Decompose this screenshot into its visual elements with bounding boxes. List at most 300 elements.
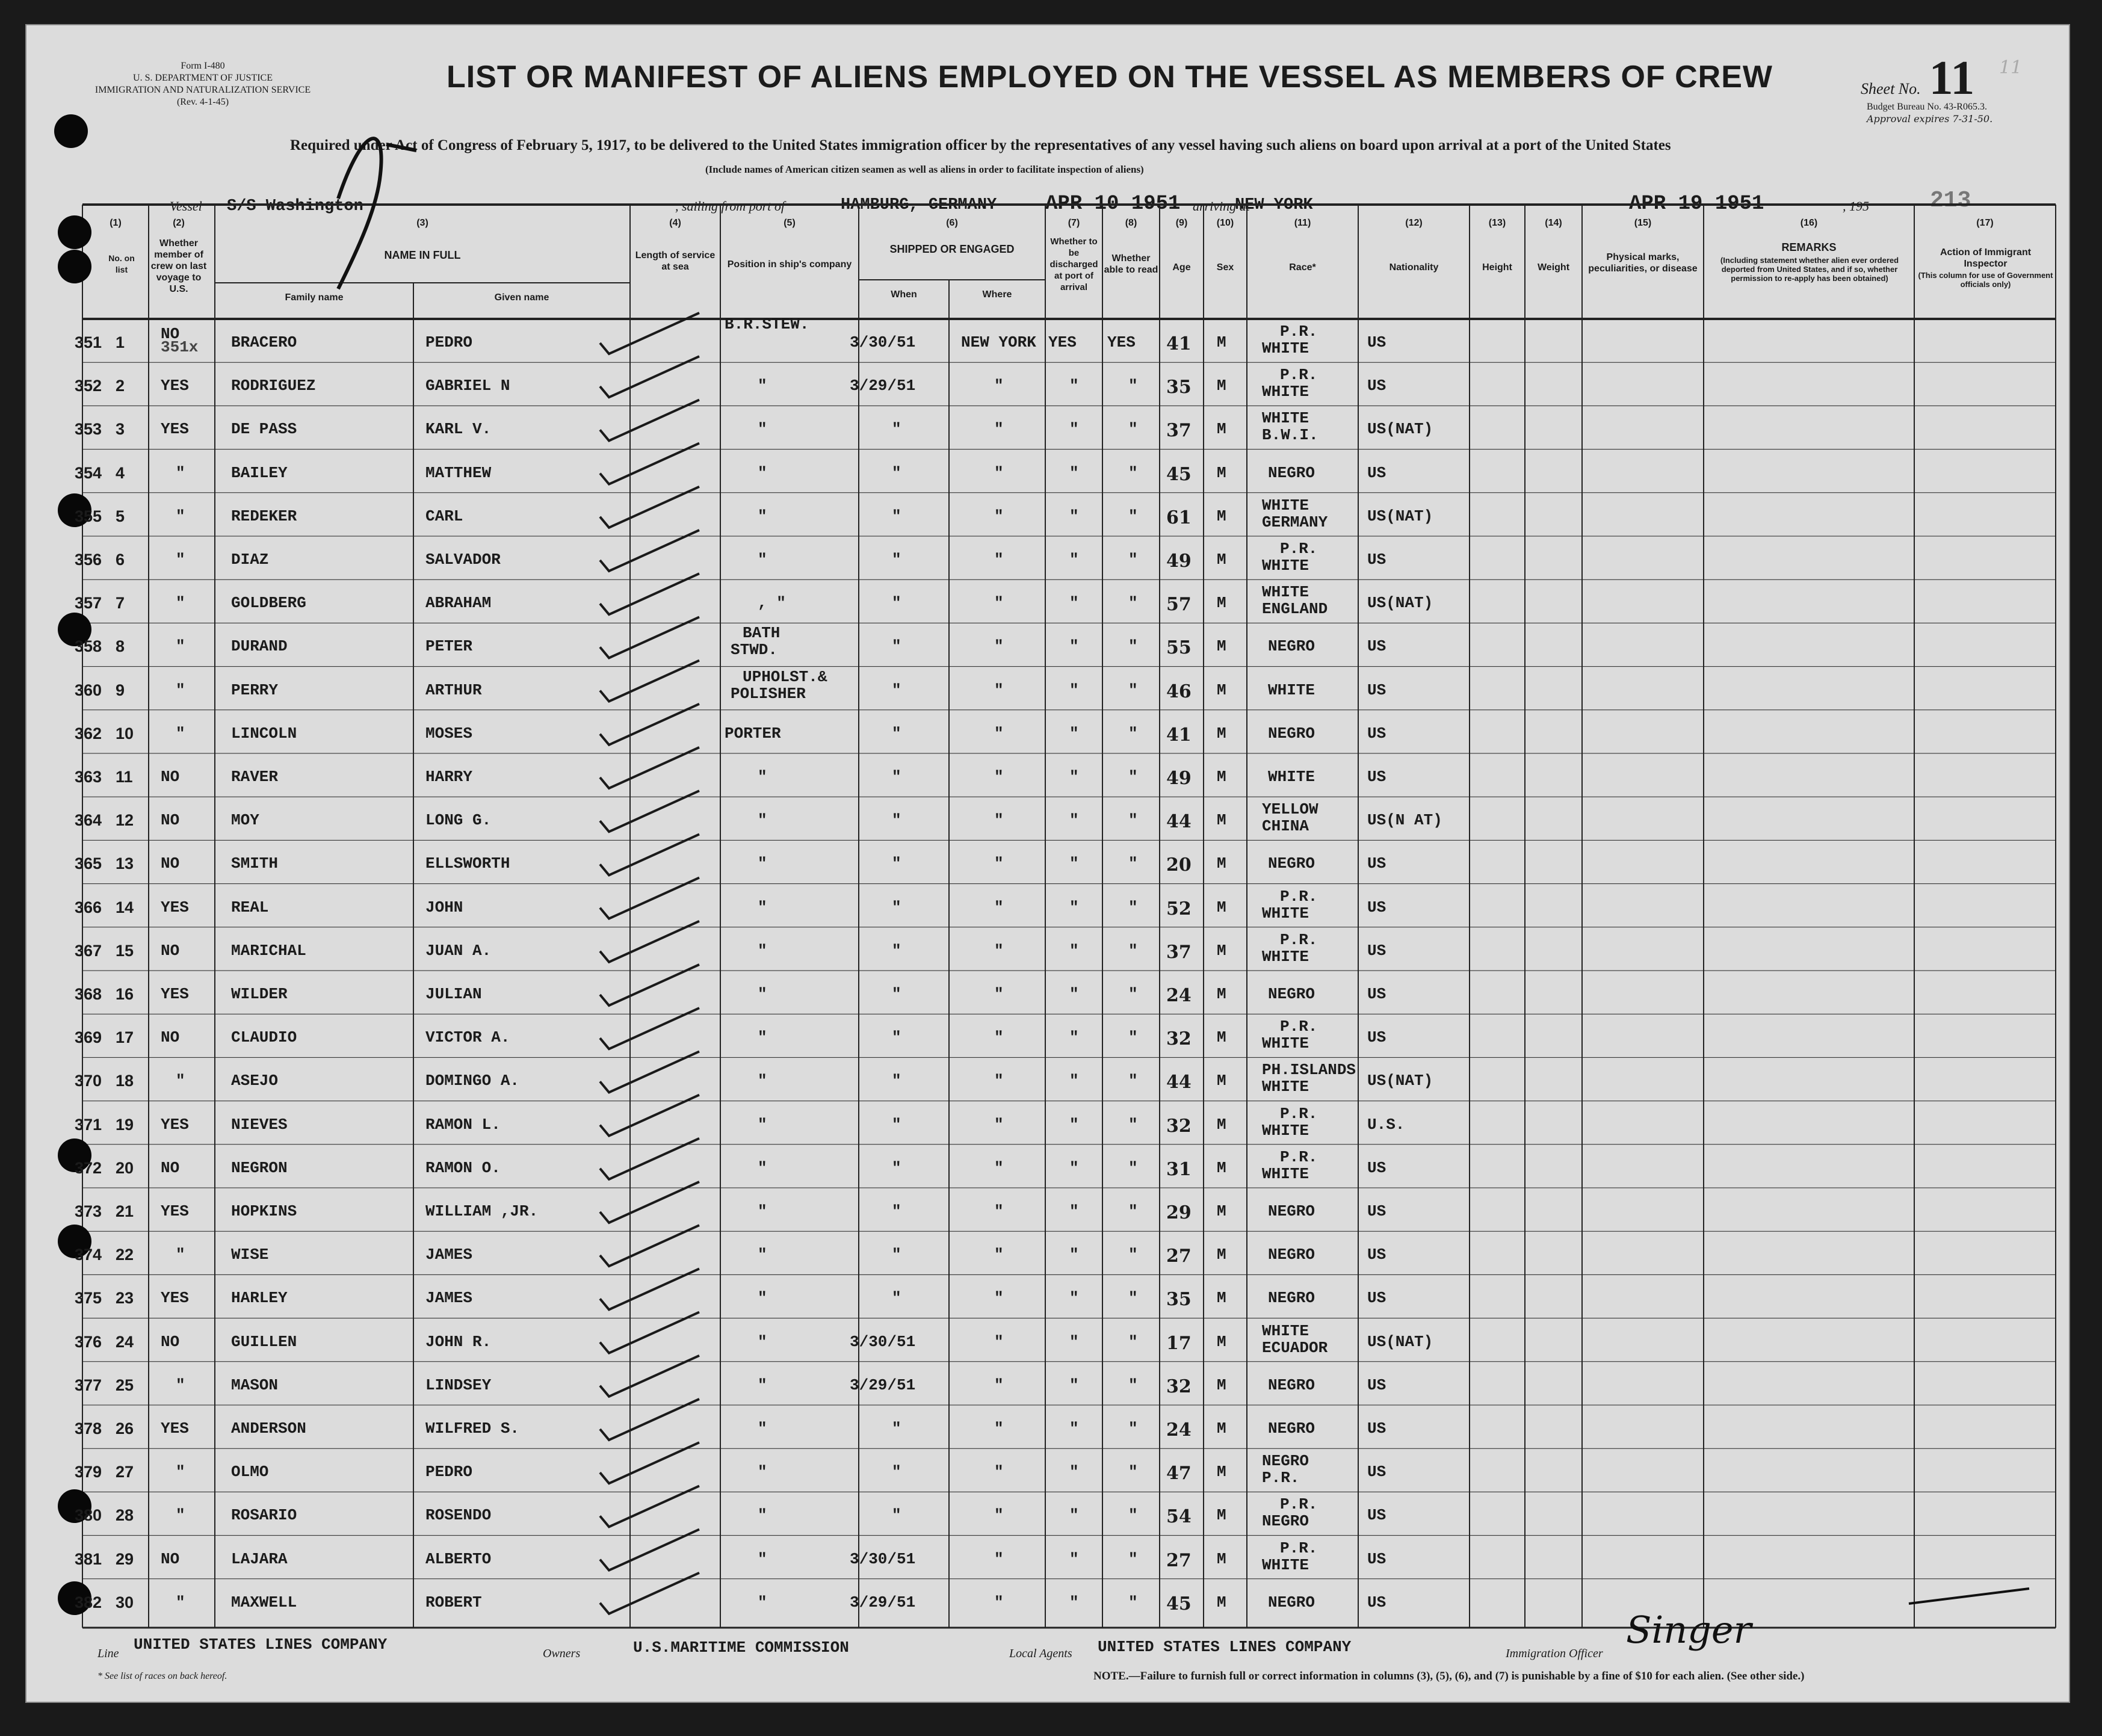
age: 45: [1166, 1593, 1192, 1614]
race-line-2: CHINA: [1262, 817, 1309, 836]
col-11-header: Race*: [1289, 262, 1316, 273]
row-stamp-number: 354: [75, 463, 102, 482]
table-row: [25, 841, 2070, 885]
position: ": [758, 463, 767, 482]
able-to-read: ": [1128, 1549, 1138, 1568]
age: 29: [1166, 1202, 1192, 1223]
to-be-discharged: ": [1069, 463, 1079, 482]
row-list-number: 8: [116, 637, 125, 656]
shipped-when: ": [892, 854, 901, 873]
race: WHITE: [1262, 496, 1309, 514]
position-line-2: POLISHER: [731, 684, 806, 703]
family-name: NEGRON: [231, 1158, 288, 1177]
budget-line-1: Budget Bureau No. 43-R065.3.: [1867, 102, 1987, 112]
sex: M: [1217, 1593, 1226, 1611]
row-list-number: 2: [116, 377, 125, 395]
table-row: [25, 1450, 2070, 1493]
able-to-read: ": [1128, 377, 1138, 395]
family-name: DE PASS: [231, 420, 297, 439]
nationality: US: [1367, 1419, 1386, 1438]
age: 54: [1166, 1506, 1192, 1528]
punch-hole: [58, 250, 91, 283]
age: 37: [1166, 941, 1192, 963]
sailing-date-stamp: APR 10 1951: [1045, 193, 1181, 215]
to-be-discharged: ": [1069, 1115, 1079, 1134]
nationality: US: [1367, 985, 1386, 1003]
given-name: LONG G.: [425, 811, 492, 830]
shipped-when: ": [892, 1463, 901, 1481]
row-list-number: 19: [116, 1115, 134, 1134]
sex: M: [1217, 898, 1226, 916]
shipped-where: ": [994, 941, 1004, 960]
crew-last-voyage: NO: [161, 1028, 180, 1047]
row-list-number: 16: [116, 985, 134, 1003]
required-statement: Required under Act of Congress of February 5, 1917, to be delivered to the United States immigration officer by the representatives of any vessel having such aliens on board upon arrival at a port of the United States: [290, 137, 1671, 153]
sex: M: [1217, 377, 1226, 395]
family-name: ASEJO: [231, 1072, 279, 1090]
to-be-discharged: ": [1069, 1072, 1079, 1090]
table-row: [25, 1015, 2070, 1058]
age: 49: [1166, 768, 1192, 789]
shipped-when: ": [892, 594, 901, 613]
line-label: Line: [97, 1647, 119, 1660]
race-line-2: GERMANY: [1262, 513, 1328, 531]
able-to-read: ": [1128, 985, 1138, 1003]
table-row: [25, 668, 2070, 711]
race: P.R.: [1280, 1104, 1318, 1123]
row-stamp-number: 369: [75, 1028, 102, 1047]
age: 44: [1166, 811, 1192, 833]
race-line-2: WHITE: [1262, 947, 1309, 966]
row-stamp-number: 367: [75, 941, 102, 960]
family-name: ANDERSON: [231, 1419, 306, 1438]
shipped-when: ": [892, 985, 901, 1003]
shipped-when: ": [892, 420, 901, 439]
col-6b-header: Where: [982, 289, 1012, 300]
family-name: GUILLEN: [231, 1332, 297, 1351]
table-row: [25, 1232, 2070, 1276]
year-label: , 195: [1843, 199, 1869, 214]
family-name: HARLEY: [231, 1289, 288, 1308]
shipped-where: ": [994, 507, 1004, 525]
crew-last-voyage: ": [176, 1593, 185, 1611]
row-list-number: 25: [116, 1376, 134, 1394]
nationality: US(NAT): [1367, 420, 1433, 439]
sex: M: [1217, 637, 1226, 656]
row-list-number: 27: [116, 1463, 134, 1481]
to-be-discharged: ": [1069, 1158, 1079, 1177]
shipped-when: ": [892, 507, 901, 525]
position: ": [758, 1115, 767, 1134]
row-stamp-number: 376: [75, 1332, 102, 1351]
sex: M: [1217, 1289, 1226, 1308]
able-to-read: ": [1128, 854, 1138, 873]
line-value: UNITED STATES LINES COMPANY: [134, 1636, 388, 1654]
nationality: US: [1367, 333, 1386, 351]
position: ": [758, 1593, 767, 1611]
shipped-when: ": [892, 1289, 901, 1308]
nationality: US: [1367, 1289, 1386, 1308]
row-list-number: 4: [116, 463, 125, 482]
to-be-discharged: ": [1069, 1549, 1079, 1568]
to-be-discharged: ": [1069, 507, 1079, 525]
race-line-2: WHITE: [1262, 383, 1309, 401]
to-be-discharged: ": [1069, 1419, 1079, 1438]
given-name: PEDRO: [425, 333, 473, 351]
col-4-num: (4): [669, 218, 681, 228]
able-to-read: YES: [1107, 333, 1136, 351]
officer-signature: Singer: [1626, 1608, 1752, 1652]
row-list-number: 11: [116, 768, 133, 786]
given-name: VICTOR A.: [425, 1028, 510, 1047]
given-name: MOSES: [425, 724, 473, 743]
shipped-when: ": [892, 1072, 901, 1090]
table-row: [25, 451, 2070, 494]
owners-value: U.S.MARITIME COMMISSION: [633, 1639, 849, 1657]
to-be-discharged: ": [1069, 1506, 1079, 1525]
race-line-2: WHITE: [1262, 339, 1309, 357]
able-to-read: ": [1128, 681, 1138, 699]
nationality: US: [1367, 1246, 1386, 1264]
position-line-2: STWD.: [731, 641, 778, 659]
nationality: US: [1367, 1506, 1386, 1525]
sex: M: [1217, 333, 1226, 351]
family-name: WILDER: [231, 985, 288, 1003]
crew-last-voyage: YES: [161, 1115, 189, 1134]
race: YELLOW: [1262, 800, 1318, 819]
row-list-number: 13: [116, 854, 134, 873]
given-name: JUAN A.: [425, 941, 492, 960]
sex: M: [1217, 1072, 1226, 1090]
table-row: [25, 1146, 2070, 1189]
page-stamp: 213: [1930, 188, 1971, 214]
race: P.R.: [1280, 887, 1318, 906]
crew-last-voyage: ": [176, 1463, 185, 1481]
shipped-when: 3/29/51: [850, 1376, 916, 1394]
shipped-when: ": [892, 1115, 901, 1134]
given-name: RAMON L.: [425, 1115, 501, 1134]
races-note: * See list of races on back hereof.: [97, 1671, 227, 1681]
sex: M: [1217, 1202, 1226, 1220]
shipped-where: NEW YORK: [961, 333, 1036, 351]
punch-hole: [54, 114, 88, 148]
race: P.R.: [1280, 540, 1318, 558]
shipped-when: 3/29/51: [850, 1593, 916, 1611]
table-row: [25, 711, 2070, 755]
row-list-number: 9: [116, 681, 125, 699]
given-name: HARRY: [425, 768, 473, 786]
family-name: MASON: [231, 1376, 279, 1394]
row-list-number: 3: [116, 420, 125, 439]
nationality: US: [1367, 377, 1386, 395]
col-3a-header: Family name: [285, 292, 344, 303]
shipped-where: ": [994, 1376, 1004, 1394]
to-be-discharged: ": [1069, 854, 1079, 873]
row-list-number: 28: [116, 1506, 134, 1525]
age: 44: [1166, 1072, 1192, 1093]
to-be-discharged: ": [1069, 1593, 1079, 1611]
given-name: CARL: [425, 507, 463, 525]
nationality: US: [1367, 854, 1386, 873]
shipped-when: 3/30/51: [850, 333, 916, 351]
race-line-2: WHITE: [1262, 1555, 1309, 1574]
col-1-header: No. on list: [108, 253, 135, 274]
able-to-read: ": [1128, 507, 1138, 525]
age: 46: [1166, 681, 1192, 702]
row-list-number: 26: [116, 1419, 134, 1438]
shipped-when: ": [892, 898, 901, 916]
crew-last-voyage: YES: [161, 985, 189, 1003]
race: P.R.: [1280, 930, 1318, 949]
race: WHITE: [1262, 1321, 1309, 1340]
family-name: CLAUDIO: [231, 1028, 297, 1047]
fine-note: NOTE.—Failure to furnish full or correct information in columns (3), (5), (6), and (7) is punishable by a fine of $10 for each alien. (See other side.): [1093, 1670, 1805, 1682]
row-stamp-number: 370: [75, 1072, 102, 1090]
race: NEGRO: [1268, 1593, 1315, 1611]
nationality: US: [1367, 1158, 1386, 1177]
position: ": [758, 1506, 767, 1525]
col-14-num: (14): [1545, 218, 1562, 228]
able-to-read: ": [1128, 1332, 1138, 1351]
age: 27: [1166, 1549, 1192, 1571]
family-name: LAJARA: [231, 1549, 288, 1568]
punch-hole: [58, 215, 91, 249]
position: ": [758, 1419, 767, 1438]
shipped-when: ": [892, 1028, 901, 1047]
shipped-where: ": [994, 811, 1004, 830]
arrival-date-stamp: APR 19 1951: [1629, 193, 1764, 215]
crew-last-voyage: YES: [161, 898, 189, 916]
col-17-subheader: (This column for use of Government officials only): [1918, 271, 2053, 289]
crew-last-voyage: ": [176, 1506, 185, 1525]
crew-last-voyage: NO: [161, 1549, 180, 1568]
crew-last-voyage: YES: [161, 1202, 189, 1220]
table-row: [25, 315, 2070, 363]
table-row: [25, 1276, 2070, 1319]
shipped-when: ": [892, 1506, 901, 1525]
age: 55: [1166, 637, 1192, 659]
family-name: MOY: [231, 811, 259, 830]
race: P.R.: [1280, 1018, 1318, 1036]
table-row: [25, 1493, 2070, 1536]
row-list-number: 6: [116, 551, 125, 569]
shipped-where: ": [994, 898, 1004, 916]
shipped-when: ": [892, 637, 901, 656]
col-13-header: Height: [1482, 262, 1512, 273]
age: 41: [1166, 724, 1192, 746]
table-row: [25, 624, 2070, 667]
row-stamp-number: 363: [75, 768, 102, 786]
able-to-read: ": [1128, 463, 1138, 482]
to-be-discharged: ": [1069, 1028, 1079, 1047]
sheet-mark: 11: [1999, 57, 2023, 78]
crew-last-voyage: ": [176, 681, 185, 699]
shipped-where: ": [994, 1506, 1004, 1525]
nationality: US(NAT): [1367, 1072, 1433, 1090]
vessel-value: S/S Washington: [227, 197, 363, 215]
col-10-header: Sex: [1216, 262, 1234, 273]
table-row: [25, 1363, 2070, 1406]
shipped-where: ": [994, 1202, 1004, 1220]
age: 20: [1166, 854, 1192, 876]
able-to-read: ": [1128, 1158, 1138, 1177]
crew-last-voyage: NO: [161, 854, 180, 873]
sex: M: [1217, 1463, 1226, 1481]
to-be-discharged: ": [1069, 811, 1079, 830]
crew-last-voyage: NO: [161, 768, 180, 786]
race: P.R.: [1280, 323, 1318, 341]
owners-label: Owners: [543, 1647, 581, 1660]
given-name: RAMON O.: [425, 1158, 501, 1177]
shipped-where: ": [994, 724, 1004, 743]
col-7-header: Whether to be discharged at port of arrival: [1049, 236, 1098, 292]
to-be-discharged: ": [1069, 377, 1079, 395]
race-line-2: P.R.: [1262, 1469, 1300, 1487]
given-name: GABRIEL N: [425, 377, 510, 395]
nationality: US(NAT): [1367, 1332, 1433, 1351]
shipped-where: ": [994, 1332, 1004, 1351]
able-to-read: ": [1128, 941, 1138, 960]
age: 52: [1166, 898, 1192, 919]
col-10-num: (10): [1216, 218, 1234, 228]
row-list-number: 18: [116, 1072, 134, 1090]
sheet-label: Sheet No.: [1861, 80, 1921, 97]
table-row: [25, 798, 2070, 841]
col-9-header: Age: [1172, 262, 1191, 273]
nationality: US(NAT): [1367, 507, 1433, 525]
shipped-when: 3/30/51: [850, 1332, 916, 1351]
row-stamp-number: 377: [75, 1376, 102, 1394]
row-stamp-number: 358: [75, 637, 102, 656]
row-stamp-number: 353: [75, 420, 102, 439]
col-2-num: (2): [173, 218, 185, 228]
race: NEGRO: [1268, 1376, 1315, 1394]
row-stamp-number: 351: [75, 333, 102, 351]
budget-line-2: Approval expires 7-31-50.: [1867, 113, 1993, 125]
family-name: REAL: [231, 898, 269, 916]
col-8-header: Whether able to read: [1104, 253, 1158, 275]
sex: M: [1217, 463, 1226, 482]
race-line-2: NEGRO: [1262, 1512, 1309, 1531]
race: WHITE: [1262, 583, 1309, 602]
position: ": [758, 985, 767, 1003]
able-to-read: ": [1128, 1593, 1138, 1611]
given-name: JOHN: [425, 898, 463, 916]
race-line-2: WHITE: [1262, 1121, 1309, 1140]
age: 17: [1166, 1332, 1192, 1354]
shipped-when: ": [892, 768, 901, 786]
able-to-read: ": [1128, 898, 1138, 916]
shipped-where: ": [994, 1072, 1004, 1090]
row-list-number: 5: [116, 507, 125, 525]
race-line-2: B.W.I.: [1262, 426, 1318, 445]
shipped-when: ": [892, 811, 901, 830]
sex: M: [1217, 1115, 1226, 1134]
position: ": [758, 420, 767, 439]
family-name: BRACERO: [231, 333, 297, 351]
shipped-where: ": [994, 637, 1004, 656]
nationality: US: [1367, 463, 1386, 482]
shipped-where: ": [994, 1028, 1004, 1047]
race-line-2: WHITE: [1262, 1078, 1309, 1096]
sex: M: [1217, 1506, 1226, 1525]
age: 31: [1166, 1158, 1192, 1180]
table-row: [25, 1189, 2070, 1232]
row-stamp-number: 382: [75, 1593, 102, 1611]
position: UPHOLST.&: [743, 667, 827, 686]
col-17-header: Action of Immigrant Inspector: [1940, 247, 2032, 269]
to-be-discharged: ": [1069, 1289, 1079, 1308]
shipped-where: ": [994, 1246, 1004, 1264]
nationality: US: [1367, 1593, 1386, 1611]
row-stamp-number: 357: [75, 594, 102, 613]
handwritten-signature-mark: [338, 138, 416, 289]
age: 47: [1166, 1463, 1192, 1484]
row-stamp-number: 381: [75, 1549, 102, 1568]
family-name: DURAND: [231, 637, 288, 656]
row-stamp-number: 379: [75, 1463, 102, 1481]
nationality: US: [1367, 941, 1386, 960]
race: NEGRO: [1262, 1452, 1309, 1471]
race: WHITE: [1268, 681, 1315, 699]
shipped-when: ": [892, 724, 901, 743]
shipped-when: ": [892, 1158, 901, 1177]
given-name: ARTHUR: [425, 681, 482, 699]
age: 35: [1166, 377, 1192, 398]
page-title: LIST OR MANIFEST OF ALIENS EMPLOYED ON THE VESSEL AS MEMBERS OF CREW: [447, 60, 1773, 94]
crew-last-voyage: YES: [161, 420, 189, 439]
row-stamp-number: 356: [75, 551, 102, 569]
able-to-read: ": [1128, 768, 1138, 786]
family-name: NIEVES: [231, 1115, 288, 1134]
col-6-header: SHIPPED OR ENGAGED: [889, 243, 1015, 255]
row-stamp-number: 355: [75, 507, 102, 525]
col-6-num: (6): [946, 218, 958, 228]
row-stamp-number: 360: [75, 681, 102, 699]
crew-last-voyage: ": [176, 1072, 185, 1090]
row-list-number: 10: [116, 724, 134, 743]
position: ": [758, 1376, 767, 1394]
position: B.R.STEW.: [725, 315, 809, 333]
shipped-where: ": [994, 551, 1004, 569]
age: 49: [1166, 551, 1192, 572]
family-name: DIAZ: [231, 551, 269, 569]
revision: (Rev. 4-1-45): [176, 97, 229, 107]
nationality: US: [1367, 898, 1386, 916]
to-be-discharged: ": [1069, 1332, 1079, 1351]
nationality: US: [1367, 681, 1386, 699]
row-stamp-number: 371: [75, 1115, 102, 1134]
race: NEGRO: [1268, 1246, 1315, 1264]
sex: M: [1217, 1376, 1226, 1394]
shipped-when: ": [892, 463, 901, 482]
race: NEGRO: [1268, 1419, 1315, 1438]
crew-last-voyage: YES: [161, 1419, 189, 1438]
row-stamp-number: 374: [75, 1246, 102, 1264]
col-3b-header: Given name: [494, 292, 549, 303]
age: 57: [1166, 594, 1192, 616]
able-to-read: ": [1128, 594, 1138, 613]
row-list-number: 22: [116, 1246, 134, 1264]
able-to-read: ": [1128, 1376, 1138, 1394]
row-list-number: 1: [116, 333, 125, 351]
age: 32: [1166, 1376, 1192, 1397]
department: U. S. DEPARTMENT OF JUSTICE: [133, 73, 273, 83]
race: WHITE: [1268, 768, 1315, 786]
nationality: US: [1367, 724, 1386, 743]
given-name: JULIAN: [425, 985, 482, 1003]
family-name: RODRIGUEZ: [231, 377, 316, 395]
